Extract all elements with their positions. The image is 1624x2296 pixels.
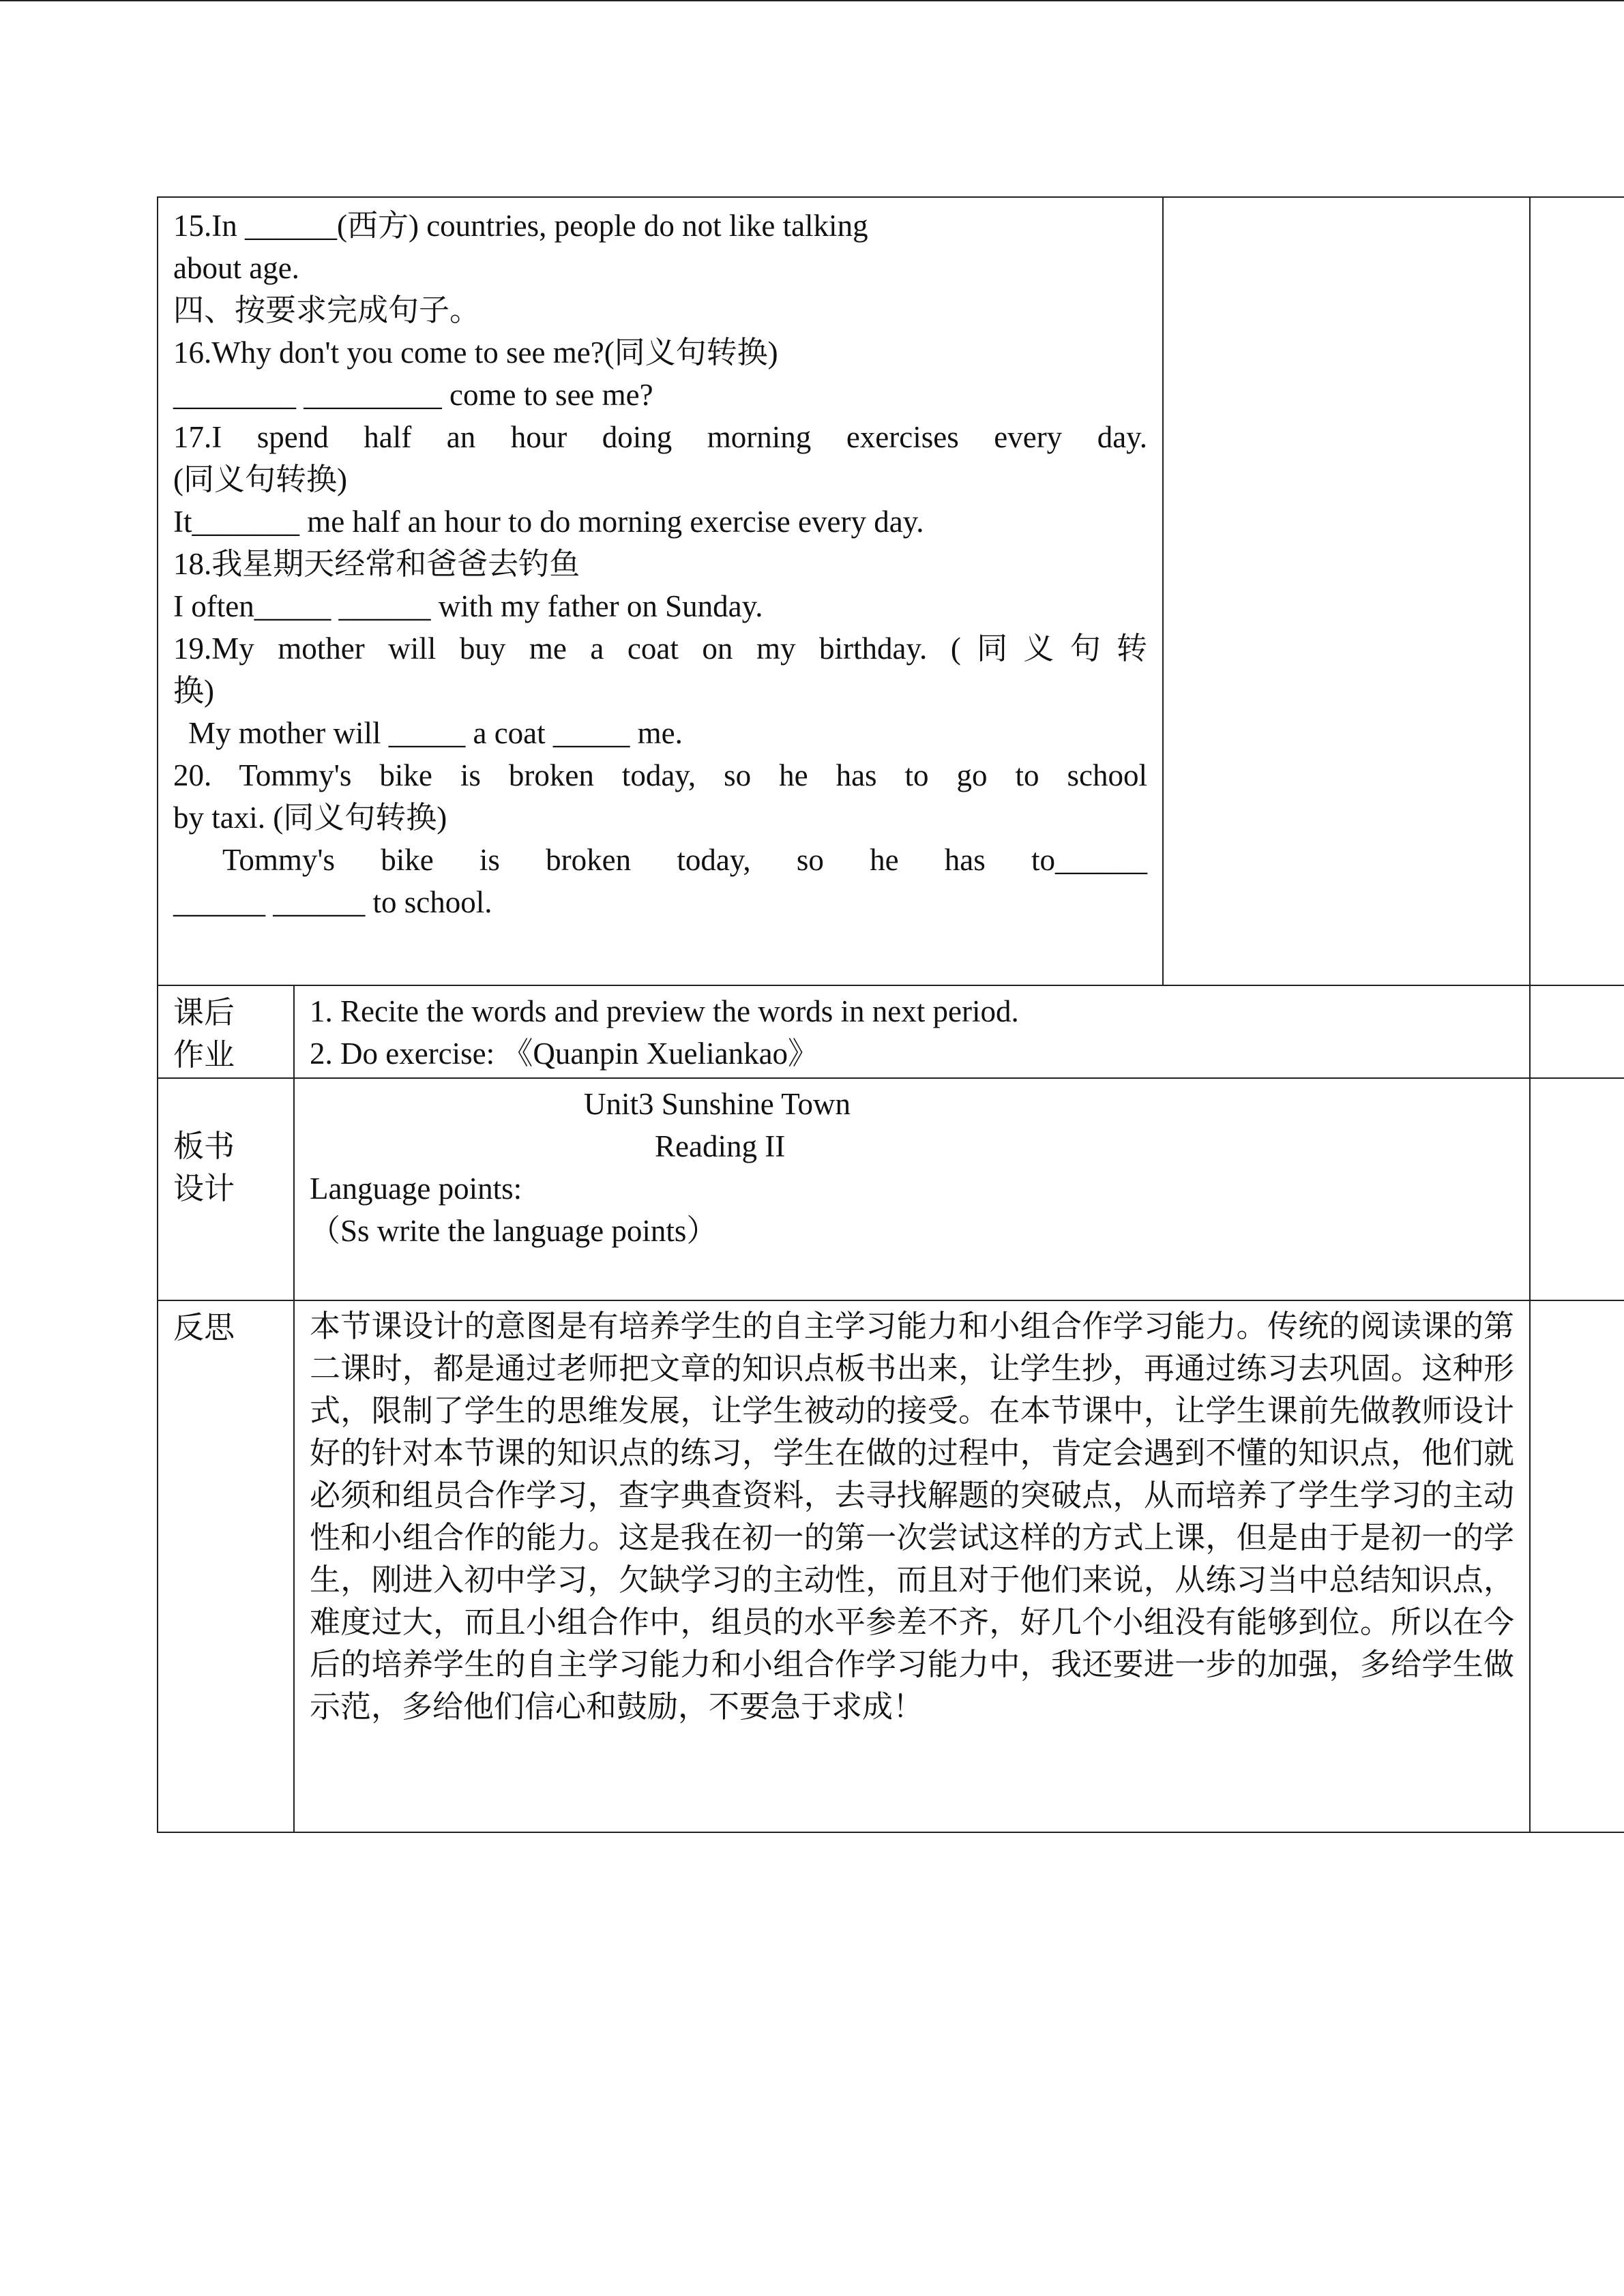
board-remarks-empty — [1530, 1078, 1624, 1300]
exercise-17-line-1: 17.I spend half an hour doing morning exercises every day. — [173, 420, 1148, 454]
board-language-points: Language points: — [310, 1172, 522, 1206]
section-4-heading: 四、按要求完成句子。 — [173, 293, 481, 327]
exercise-cell — [158, 197, 1163, 985]
reflection-label-cell — [158, 1300, 294, 1832]
homework-remarks-empty — [1530, 985, 1624, 1078]
exercise-16-line-1: 16.Why don't you come to see me?(同义句转换) — [173, 336, 778, 370]
remarks-cell-empty — [1530, 197, 1624, 985]
homework-label-line-1: 课后 — [173, 996, 235, 1030]
homework-row — [158, 985, 1624, 1078]
exercise-20-line-1: 20. Tommy's bike is broken today, so he has to go to school — [173, 758, 1148, 792]
homework-content-cell — [294, 985, 1530, 1078]
lesson-plan-table — [157, 196, 1624, 1833]
exercise-17-line-2: (同义句转换) — [173, 462, 347, 496]
exercise-19-line-1: 19.My mother will buy me a coat on my birthday. (同义句转 — [173, 631, 1148, 666]
exercise-19-line-3: My mother will _____ a coat _____ me. — [188, 716, 683, 750]
board-title: Unit3 Sunshine Town — [584, 1087, 851, 1121]
board-note: （Ss write the language points） — [310, 1214, 718, 1248]
board-content-cell — [294, 1078, 1530, 1300]
exercise-15-line-1: 15.In ______(西方) countries, people do not like talking — [173, 209, 868, 243]
reflection-text: 本节课设计的意图是有培养学生的自主学习能力和小组合作学习能力。传统的阅读课的第二课时，都是通过老师把文章的知识点板书出来，让学生抄，再通过练习去巩固。这种形式，限制了学生的思维发展，让学生被动的接受。在本节课中，让学生课前先做教师设计好的针对本节课的知识点的练习，学生在做的过程中，肯定会遇到不懂的知识点，他们就必须和组员合作学习，查字典查资料，去寻找解题的突破点，从而培养了学生学习的主动性和小组合作的能力。这是我在初一的第一次尝试这样的方式上课，但是由于是初一的学生，刚进入初中学习，欠缺学习的主动性，而且对于他们来说，从练习当中总结知识点，难度过大，而且小组合作中，组员的水平参差不齐，好几个小组没有能够到位。所以在今后的培养学生的自主学习能力和小组合作学习能力中，我还要进一步的加强，多给学生做示范，多给他们信心和鼓励，不要急于求成！ — [310, 1309, 1515, 1724]
exercise-17-line-3: It_______ me half an hour to do morning exercise every day. — [173, 505, 924, 539]
reflection-content-cell — [294, 1300, 1530, 1832]
exercise-15-line-2: about age. — [173, 251, 299, 285]
reflection-row — [158, 1300, 1624, 1832]
exercise-20-line-2: by taxi. (同义句转换) — [173, 801, 447, 835]
homework-item-2: 2. Do exercise: 《Quanpin Xueliankao》 — [310, 1037, 819, 1071]
board-label-line-1: 板书 — [173, 1129, 235, 1163]
notes-cell-empty — [1163, 197, 1530, 985]
homework-label-cell — [158, 985, 294, 1078]
exercise-20-line-4: ______ ______ to school. — [173, 885, 492, 919]
exercise-18-line-1: 18.我星期天经常和爸爸去钓鱼 — [173, 547, 580, 581]
board-label-cell — [158, 1078, 294, 1300]
reflection-label: 反思 — [173, 1311, 235, 1345]
exercise-19-line-2: 换) — [173, 674, 214, 708]
board-subtitle: Reading II — [655, 1129, 786, 1163]
board-design-row — [158, 1078, 1624, 1300]
board-label-line-2: 设计 — [173, 1172, 235, 1206]
exercise-20-line-3: Tommy's bike is broken today, so he has to______ — [222, 843, 1148, 877]
exercise-18-line-2: I often_____ ______ with my father on Sunday. — [173, 589, 763, 623]
exercise-row — [158, 197, 1624, 985]
homework-label-line-2: 作业 — [173, 1038, 235, 1072]
homework-item-1: 1. Recite the words and preview the words in next period. — [310, 994, 1019, 1028]
exercise-16-line-2: ________ _________ come to see me? — [173, 378, 653, 412]
reflection-remarks-empty — [1530, 1300, 1624, 1832]
